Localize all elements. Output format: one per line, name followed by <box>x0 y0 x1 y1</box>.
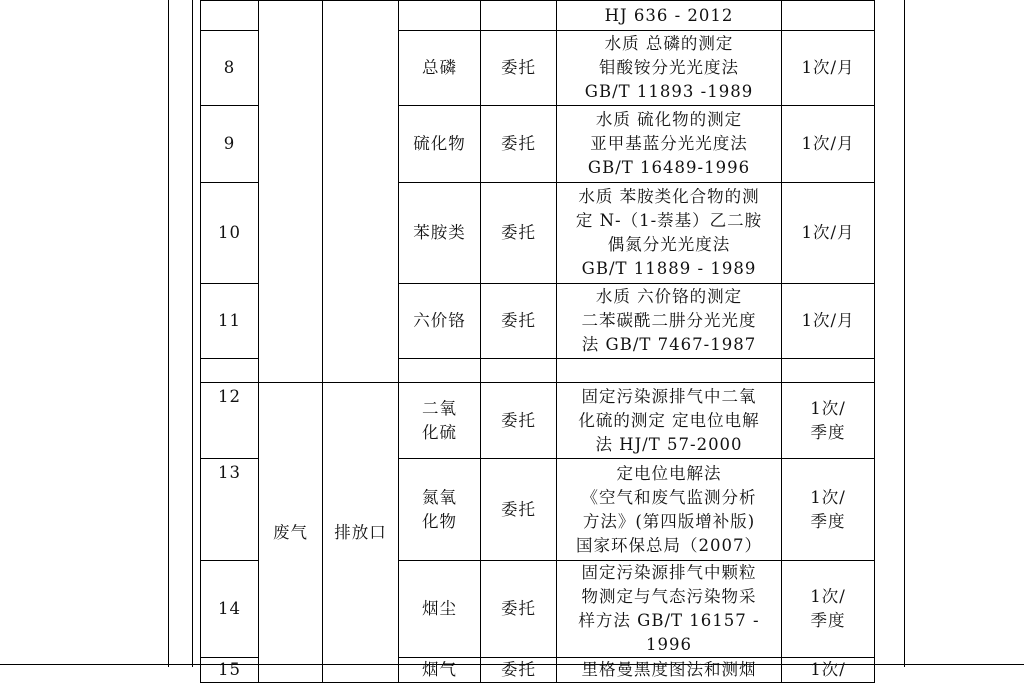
mode-cell <box>481 1 557 31</box>
method-cell: 水质 硫化物的测定 亚甲基蓝分光光度法 GB/T 16489-1996 <box>557 106 782 183</box>
item-cell: 氮氧 化物 <box>399 459 481 561</box>
mode-cell: 委托 <box>481 31 557 106</box>
row-number: 10 <box>201 183 259 284</box>
row-number: 11 <box>201 284 259 359</box>
mode-cell: 委托 <box>481 183 557 284</box>
row-number: 9 <box>201 106 259 183</box>
method-cell: 里格曼黑度图法和测烟 <box>557 658 782 683</box>
row-number: 8 <box>201 31 259 106</box>
method-cell: 水质 六价铬的测定 二苯碳酰二肼分光光度 法 GB/T 7467-1987 <box>557 284 782 359</box>
row-number <box>201 359 259 383</box>
row-number <box>201 1 259 31</box>
table-row <box>201 1 875 31</box>
mode-cell: 委托 <box>481 383 557 459</box>
left-margin-line <box>168 0 169 667</box>
method-cell: 水质 苯胺类化合物的测 定 N-（1-萘基）乙二胺 偶氮分光光度法 GB/T 11889 - 1989 <box>557 183 782 284</box>
item-cell: 硫化物 <box>399 106 481 183</box>
item-cell: 总磷 <box>399 31 481 106</box>
mode-cell: 委托 <box>481 106 557 183</box>
location-cell: 排放口 <box>323 383 399 683</box>
right-margin-line <box>904 0 905 667</box>
item-cell: 烟尘 <box>399 561 481 658</box>
method-cell: 固定污染源排气中颗粒 物测定与气态污染物采 样方法 GB/T 16157 - 1996 <box>557 561 782 658</box>
monitoring-table <box>200 0 875 683</box>
row-number: 14 <box>201 561 259 658</box>
location-cell <box>323 1 399 383</box>
method-cell: 固定污染源排气中二氧 化硫的测定 定电位电解 法 HJ/T 57-2000 <box>557 383 782 459</box>
item-cell <box>399 1 481 31</box>
mode-cell <box>481 359 557 383</box>
table-row <box>201 383 875 459</box>
item-cell: 苯胺类 <box>399 183 481 284</box>
method-cell: 定电位电解法 《空气和废气监测分析 方法》(第四版增补版) 国家环保总局（2007） <box>557 459 782 561</box>
frequency-cell: 1次/月 <box>782 183 875 284</box>
item-cell: 六价铬 <box>399 284 481 359</box>
frequency-cell: 1次/ <box>782 658 875 683</box>
item-cell: 烟气 <box>399 658 481 683</box>
frequency-cell <box>782 359 875 383</box>
frequency-cell: 1次/月 <box>782 284 875 359</box>
frequency-cell: 1次/月 <box>782 106 875 183</box>
method-cell <box>557 359 782 383</box>
frequency-cell <box>782 1 875 31</box>
frequency-cell: 1次/ 季度 <box>782 459 875 561</box>
frequency-cell: 1次/ 季度 <box>782 561 875 658</box>
item-cell <box>399 359 481 383</box>
mode-cell: 委托 <box>481 459 557 561</box>
row-number: 12 <box>201 383 259 459</box>
category-cell <box>259 1 323 383</box>
method-cell: 水质 总磷的测定 钼酸铵分光光度法 GB/T 11893 -1989 <box>557 31 782 106</box>
item-cell: 二氧 化硫 <box>399 383 481 459</box>
frequency-cell: 1次/ 季度 <box>782 383 875 459</box>
category-cell: 废气 <box>259 383 323 683</box>
left-margin-line-2 <box>192 0 193 667</box>
mode-cell: 委托 <box>481 561 557 658</box>
mode-cell: 委托 <box>481 658 557 683</box>
mode-cell: 委托 <box>481 284 557 359</box>
method-cell: HJ 636 - 2012 <box>557 1 782 31</box>
row-number: 13 <box>201 459 259 561</box>
frequency-cell: 1次/月 <box>782 31 875 106</box>
row-number: 15 <box>201 658 259 683</box>
